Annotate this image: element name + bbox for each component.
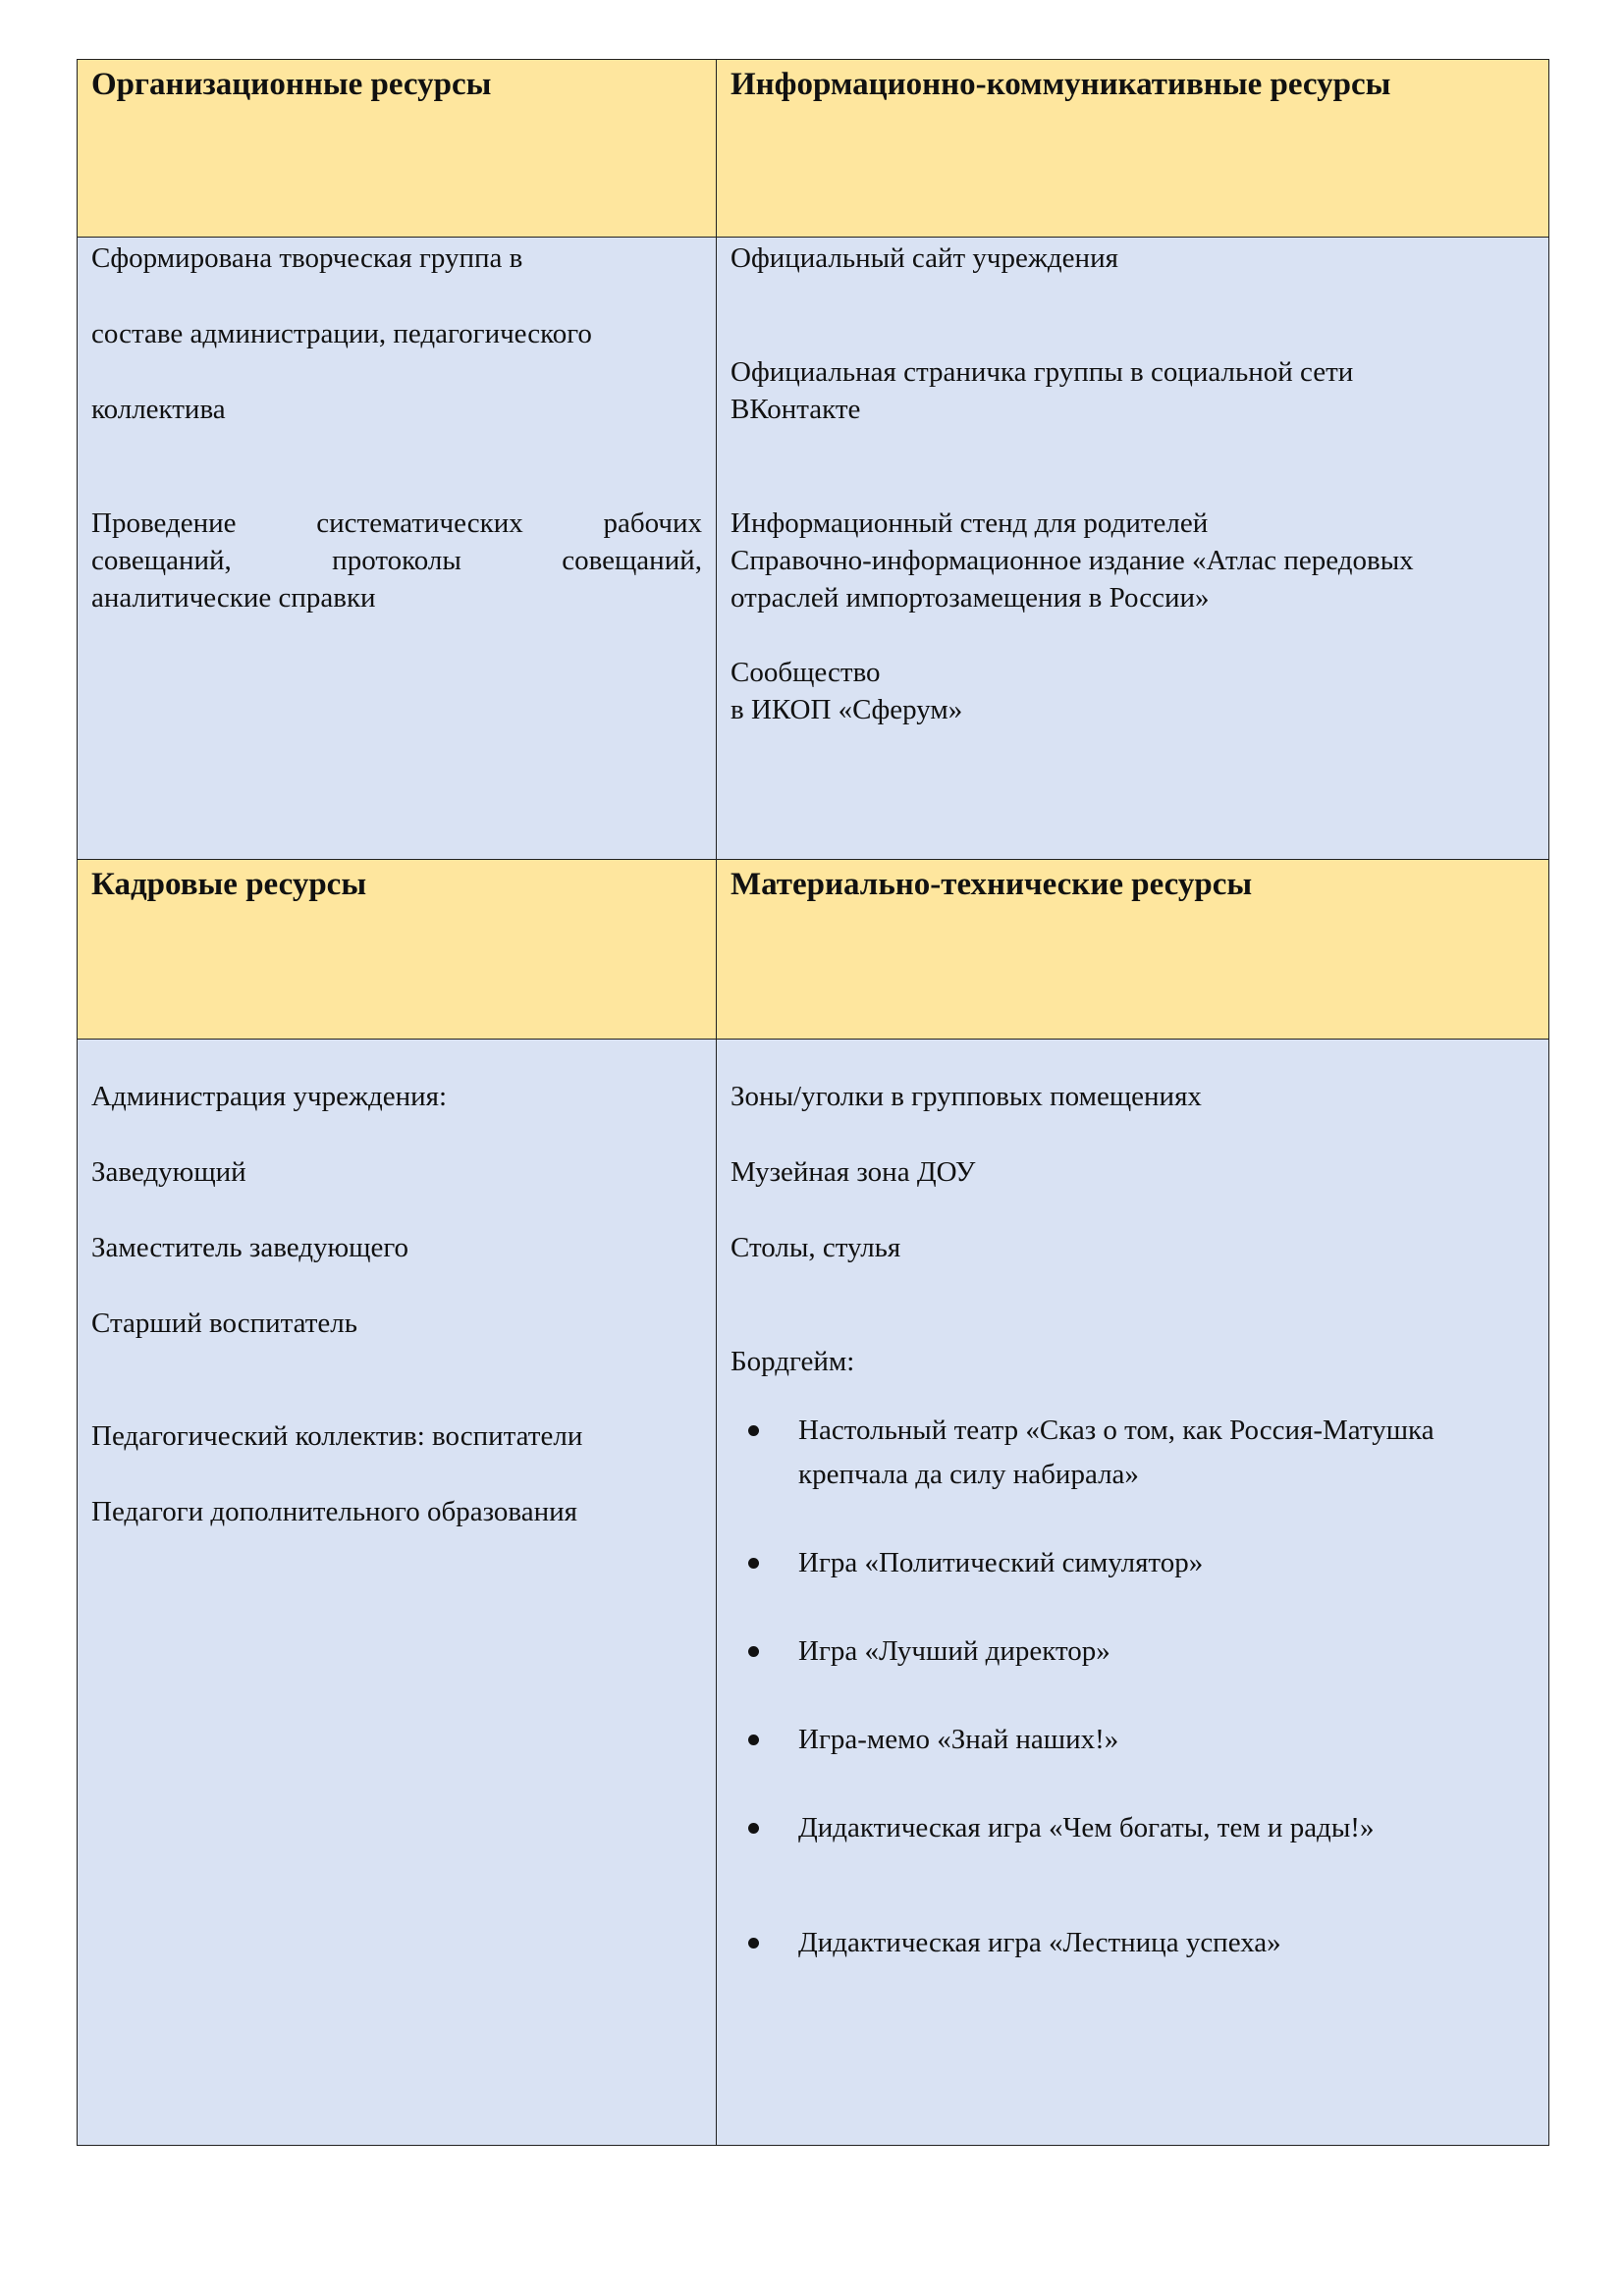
resources-table xyxy=(77,59,1549,2146)
material-resources-title: Материально-технические ресурсы xyxy=(731,867,1253,902)
staff-content-cell xyxy=(78,1040,717,2146)
material-line-2: Музейная зона ДОУ xyxy=(731,1156,976,1188)
bullet-icon xyxy=(748,1558,759,1569)
info-line-4: Информационный стенд для родителей xyxy=(731,507,1209,539)
material-header-cell xyxy=(717,860,1549,1040)
info-line-6: отраслей импортозамещения в России» xyxy=(731,582,1210,614)
list-item-text: Дидактическая игра «Лестница успеха» xyxy=(798,1927,1281,1958)
org-line-3: коллектива xyxy=(91,394,226,425)
list-item-text: Игра «Лучший директор» xyxy=(798,1635,1110,1667)
staff-line-6: Педагоги дополнительного образования xyxy=(91,1496,577,1527)
info-header-cell xyxy=(717,60,1549,238)
bullet-icon xyxy=(748,1823,759,1834)
material-line-3: Столы, стулья xyxy=(731,1232,901,1263)
staff-line-1: Администрация учреждения: xyxy=(91,1081,448,1112)
info-content-cell xyxy=(717,238,1549,860)
staff-resources-title: Кадровые ресурсы xyxy=(91,867,367,902)
material-content-cell xyxy=(717,1040,1549,2146)
body-row-top xyxy=(78,238,1549,860)
org-line-2: составе администрации, педагогического xyxy=(91,318,592,349)
bullet-icon xyxy=(748,1938,759,1949)
org-meetings-paragraph: Проведение систематических рабочих совещаний, протоколы совещаний, аналитические справки xyxy=(91,507,702,614)
info-line-3: ВКонтакте xyxy=(731,394,861,425)
header-row-bottom xyxy=(78,860,1549,1040)
info-line-2: Официальная страничка группы в социальной сети xyxy=(731,356,1354,388)
info-line-1: Официальный сайт учреждения xyxy=(731,242,1118,274)
list-item-text: Дидактическая игра «Чем богаты, тем и рады!» xyxy=(798,1812,1375,1843)
staff-line-4: Старший воспитатель xyxy=(91,1308,357,1339)
bullet-icon xyxy=(748,1425,759,1436)
org-line-1: Сформирована творческая группа в xyxy=(91,242,523,274)
bullet-icon xyxy=(748,1735,759,1745)
info-line-7: Сообщество xyxy=(731,657,881,688)
material-line-1: Зоны/уголки в групповых помещениях xyxy=(731,1081,1202,1112)
staff-line-3: Заместитель заведующего xyxy=(91,1232,409,1263)
list-item-text: Настольный театр «Сказ о том, как Россия-Матушка крепчала да силу набирала» xyxy=(798,1415,1435,1490)
org-resources-title: Организационные ресурсы xyxy=(91,67,492,102)
material-line-4: Бордгейм: xyxy=(731,1346,855,1377)
staff-line-5: Педагогический коллектив: воспитатели xyxy=(91,1420,583,1452)
list-item-text: Игра «Политический симулятор» xyxy=(798,1547,1204,1578)
info-resources-title: Информационно-коммуникативные ресурсы xyxy=(731,67,1391,102)
staff-header-cell xyxy=(78,860,717,1040)
info-line-5: Справочно-информационное издание «Атлас передовых xyxy=(731,545,1414,576)
list-item-text: Игра-мемо «Знай наших!» xyxy=(798,1724,1119,1755)
info-line-8: в ИКОП «Сферум» xyxy=(731,694,963,725)
bullet-icon xyxy=(748,1646,759,1657)
org-content-cell xyxy=(78,238,717,860)
org-header-cell xyxy=(78,60,717,238)
staff-line-2: Заведующий xyxy=(91,1156,246,1188)
body-row-bottom xyxy=(78,1040,1549,2146)
header-row-top xyxy=(78,60,1549,238)
